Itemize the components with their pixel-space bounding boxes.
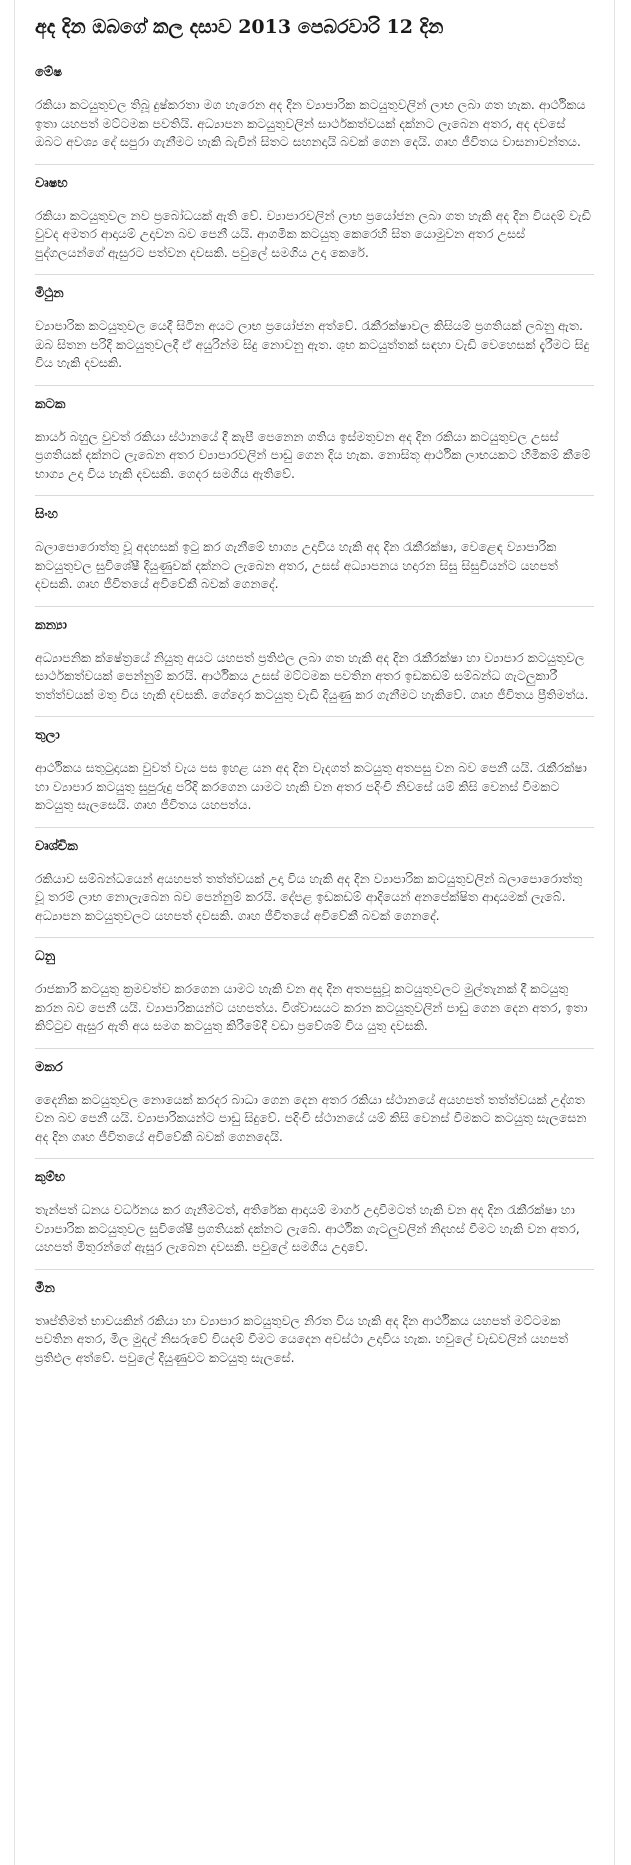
- sign-section: [35, 274, 594, 373]
- sign-forecast-text: තැන්පත් ධනය වර්ධනය කර ගැනීමටත්, අතිරේක ආදායම් මාර්ග උදාවීමටත් හැකි වන අද දින රැකීරක්ෂා හා ව්‍යාපාරික කටයුතුවල සුවිශේෂී ප්‍රගතියක් දක්නට ලැබේ. ආර්ථික ගැටලුවලින් නිදහස් වීමට හැකි වන අතර, යහපත් මිතුරන්ගේ ඇසුර ලැබෙන දවසකි. පවුලේ සමගිය උදාවේ.: [35, 1202, 580, 1254]
- sign-name: තුලා: [35, 728, 60, 743]
- sign-section: [35, 1269, 594, 1368]
- sign-section: [35, 827, 594, 926]
- sign-section: [35, 495, 594, 594]
- sign-section: [35, 54, 594, 152]
- sign-section: [35, 1158, 594, 1257]
- sign-name: වෘශ්චික: [35, 838, 78, 854]
- sign-section: [35, 385, 594, 484]
- sign-section: [35, 937, 594, 1036]
- sign-name: මකර: [35, 1059, 63, 1075]
- sign-name: මිථුන: [35, 286, 64, 301]
- sign-forecast-text: තෘප්තිමත් භාවයකින් රකියා හා ව්‍යාපාර කටයුතුවල නිරත විය හැකි අද දින ආර්ථිකය යහපත් මට්ටමක පවතින අතර, මිල මුදල් නිසරුවේ වියදම් වීමට යෙදෙන අවස්ථා උදාවිය හැක. හවුලේ වැඩවලින් යහපත් ප්‍රතිඵල අත්වේ. පවුලේ දියුණුවට කටයුතු සැලසේ.: [35, 1312, 569, 1365]
- sign-name: කන්‍යා: [35, 617, 67, 633]
- sign-section: [35, 716, 594, 815]
- sign-forecast-text: රාජකාරි කටයුතු ක්‍රමවත්ව කරගෙන යාමට හැකි වන අද දින අතපසුවූ කටයුතුවලට මුල්තැනක් දී කටයුතු කරන බව පෙනී යයි. ව්‍යාපාරිකයන්ට යහපත්ය. විශ්වාසයට කරන කටයුතුවලින් පාඩු ගෙන දෙන අතර, ඉතා කිට්ටුව ඇසුර ඇති අය සමග කටයුතු කිරීමේදී වඩා ප්‍රවේශම් විය යුතු දවසකි.: [35, 981, 588, 1033]
- sign-forecast-text: ආර්ථිකය සතුටුදායක වුවත් වැය පස ඉහළ යන අද දින වැදගත් කටයුතු අතපසු වන බව පෙනී යයි. රැකීරක්ෂා හා ව්‍යාපාර කටයුතු සුපුරුදු පරිදි කරගෙන යාමට හැකි වන අතර පදිංචි නිවසේ යම් කිසි වෙනස් වීමකට කටයුතු සැලසෙයි. ගෘහ ජීවිතය යහපත්ය.: [35, 760, 587, 812]
- sign-name: වෘෂභ: [35, 175, 68, 191]
- sign-forecast-text: රකියාව සම්බන්ධයෙන් අයහපත් තත්ත්වයක් උදා විය හැකි අද දින ව්‍යාපාරික කටයුතුවලින් බලාපොරොත්තු වූ තරම් ලාභ නොලැබෙන බව පෙන්නුම් කරයි. දේපළ ඉඩකඩම් ආදියෙන් අනපේක්ෂිත ආදායමක් ලැබේ. අධ්‍යාපන කටයුතුවලට යහපත් දවසකි. ගෘහ ජීවිතයේ අවිවේකී බවක් ගෙනදේ.: [35, 870, 583, 923]
- sign-section: [35, 164, 594, 263]
- sign-name: ධනු: [35, 949, 56, 964]
- sign-name: මීන: [35, 1280, 55, 1296]
- sign-forecast-text: කාර්ය බහුල වුවත් රකියා ස්ථානයේ දී කැපී පෙනෙන ගතිය ඉස්මතුවන අද දින රකියා කටයුතුවල උසස් ප්‍රගතියක් දක්නට ලැබෙන අතර ව්‍යාපාරවලින් පාඩු ගෙන දිය හැක. නොසිතූ ආර්ථික ලාභයකට හිමිකම් කීමේ භාග්‍ය උදා විය හැකි දවසකි. ගෙදර සමගිය ඇතිවේ.: [35, 428, 591, 481]
- signs-list: [35, 54, 594, 1367]
- sign-forecast-text: රකියා කටයුතුවල නව ප්‍රබෝධයක් ඇති වේ. ව්‍යාපාරවලින් ලාභ ප්‍රයෝජන ලබා ගත හැකි අද දින වියදම් වැඩි වුවද අමතර ආදායම් උදාවන බව පෙනී යයි. ආගමික කටයුතු කෙරෙහි සිත යොමුවන අතර උසස් පුද්ගලයන්ගේ ඇසුරට පත්වන දවසකි. පවුලේ සමගිය උදා කෙරේ.: [35, 207, 591, 260]
- sign-name: සිංහ: [35, 507, 58, 522]
- sign-name: කුම්භ: [35, 1170, 66, 1185]
- sign-section: [35, 1048, 594, 1147]
- page-title: අද දින ඔබගේ කල දසාව 2013 පෙබරවාරි 12 දින: [35, 16, 444, 38]
- sign-forecast-text: රකියා කටයුතුවල තිබූ දුෂ්කරතා මග හැරෙන අද දින ව්‍යාපාරික කටයුතුවලින් ලාභ ලබා ගත හැක. ආර්ථිකය ඉතා යහපත් මට්ටමක පවතියි. අධ්‍යාපන කටයුතුවලින් සාර්ථකත්වයක් දක්නට ලැබෙන අතර, අද දවසේ ඔබට අවශ්‍ය දේ සපුරා ගැනීමට හැකි බැවින් සිතට සහනදායි බවක් ගෙන දෙයි. ගෘහ ජීවිතය වාසනාවන්තය.: [35, 97, 586, 149]
- sign-forecast-text: දෛනික කටයුතුවල නොයෙක් කරදර බාධා ගෙන දෙන අතර රකියා ස්ථානයේ අයහපත් තත්ත්වයක් උද්ගත වන බව පෙනී යයි. ව්‍යාපාරිකයන්ට පාඩු සිදුවේ. පදිංචි ස්ථානයේ යම් කිසි වෙනස් වීමකට කටයුතු සැලසෙන අද දින ගෘහ ජීවිතයේ අවිවේකී බවක් ගෙනදෙයි.: [35, 1091, 587, 1144]
- sign-section: [35, 606, 594, 705]
- sign-name: කටක: [35, 396, 66, 412]
- horoscope-page: [14, 0, 615, 1865]
- sign-forecast-text: ව්‍යාපාරික කටයුතුවල යෙදී සිටින අයට ලාභ ප්‍රයෝජන අත්වේ. රැකීරක්ෂාවල කිසියම් ප්‍රගතියක් ලබනු ඇත. ඔබ සිතන පරිදි කටයුතුවලදී ඒ අයුරින්ම සිදු නොවනු ඇත. ශුභ කටයුත්තක් සඳහා වැඩි වෙහෙසක් දැරීමට සිදු විය හැකි දවසකි.: [35, 318, 590, 370]
- sign-forecast-text: බලාපොරොත්තු වූ අදහසක් ඉටු කර ගැනීමේ භාග්‍ය උදාවිය හැකි අද දින රැකීරක්ෂා, වෙළෙඳ ව්‍යාපාරික කටයුතුවල සුවිශේෂී දියුණුවක් දක්නට ලැබෙන අතර, උසස් අධ්‍යාපනය හදාරන සිසු සිසුවියන්ට යහපත් දවසකි. ගෘහ ජීවිතයේ අවිවේකී බවක් ගෙනදේ.: [35, 539, 558, 591]
- sign-forecast-text: අධ්‍යාපනික ක්ෂේත්‍රයේ නියුතු අයට යහපත් ප්‍රතිඵල ලබා ගත හැකි අද දින රැකීරක්ෂා හා ව්‍යාපාර කටයුතුවල සාර්ථකත්වයක් පෙන්නුම් කරයි. ආර්ථිකය උසස් මට්ටමක පවතින අතර ඉඩකඩම් සම්බන්ධ ගැටලුකාරී තත්ත්වයක් මතු විය හැකි දවසකි. ගේදොර කටයුතු වැඩි දියුණු කර ගැනීමට හැකිවේ. ගෘහ ජීවිතය ප්‍රීතිමත්ය.: [35, 649, 589, 702]
- sign-name: මේෂ: [35, 65, 63, 80]
